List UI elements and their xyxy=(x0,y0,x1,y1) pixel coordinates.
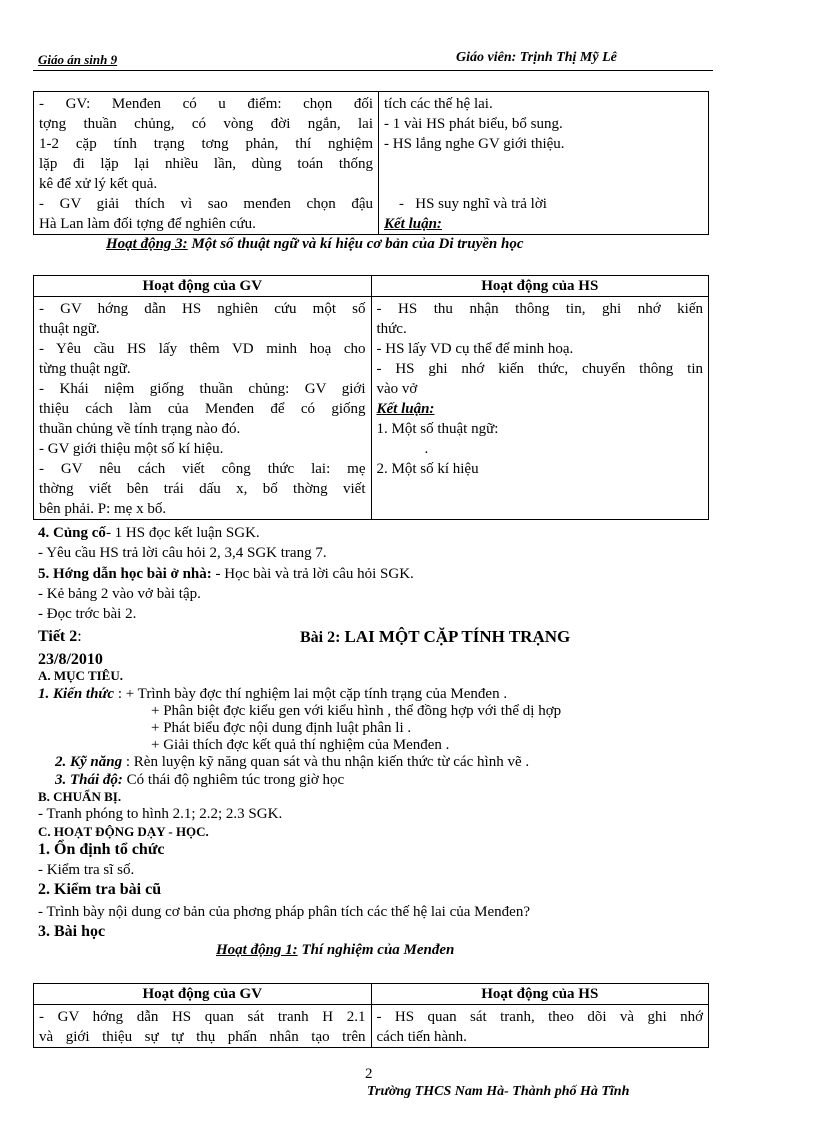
lesson-name: LAI MỘT CẶP TÍNH TRẠNG xyxy=(344,627,571,646)
text-line: - HS suy nghĩ và trả lời xyxy=(384,196,547,212)
kienthuc-label: 1. Kiến thức xyxy=(38,686,115,702)
text-line xyxy=(384,154,703,174)
hs-cell xyxy=(379,92,709,235)
section5-line2: - Kẻ bảng 2 vào vở bài tập. xyxy=(38,586,201,602)
text-line: bên phải. P: mẹ x bố. xyxy=(39,501,167,517)
header-gv: Hoạt động của GV xyxy=(34,984,372,1005)
text-line: lặp đi lặp lại nhiều lần, dùng toán thống xyxy=(39,156,373,172)
table-row xyxy=(34,297,709,520)
section4-text: - 1 HS đọc kết luận SGK. xyxy=(105,525,260,541)
hs-cell xyxy=(371,297,709,520)
activity3-label: Hoạt động 3: xyxy=(106,236,188,252)
conclusion-label: Kết luận: xyxy=(376,401,435,417)
footer-school: Trường THCS Nam Hà- Thành phố Hà Tĩnh xyxy=(367,1084,630,1099)
text-line: - HS ghi nhớ kiến thức, chuyển thông tin xyxy=(376,361,703,377)
kienthuc-item: + Giải thích đợc kết quả thí nghiệm của Menđen . xyxy=(151,737,450,753)
text-line: - GV hớng dẫn HS quan sát tranh H 2.1 xyxy=(39,1009,366,1025)
text-line: thức. xyxy=(376,321,407,337)
text-line: cách tiến hành. xyxy=(376,1029,467,1045)
s1-text: - Kiểm tra sĩ số. xyxy=(38,862,135,878)
activity1-title xyxy=(216,942,454,959)
text-line: và giới thiệu sự tự thụ phấn nhân tạo trên xyxy=(39,1029,366,1045)
lesson-title xyxy=(300,627,570,648)
text-line: . xyxy=(424,441,429,457)
text-line: từng thuật ngữ. xyxy=(39,361,131,377)
kynang-text: : Rèn luyện kỹ năng quan sát và thu nhận kiến thức từ các hình vẽ . xyxy=(122,754,530,770)
page-number: 2 xyxy=(365,1066,373,1082)
tiet-label xyxy=(38,627,82,647)
section5-line3: - Đọc trớc bài 2. xyxy=(38,606,137,622)
text-line: - GV nêu cách viết công thức lai: mẹ xyxy=(39,461,366,477)
activity3-text: Một số thuật ngữ và kí hiệu cơ bản của Di truyền học xyxy=(187,236,524,252)
prep-heading: B. CHUẨN BỊ. xyxy=(38,789,122,804)
header-teacher: Giáo viên: Trịnh Thị Mỹ Lê xyxy=(456,50,617,65)
thaido-line xyxy=(55,770,344,790)
section5-title: 5. Hớng dẫn học bài ở nhà: xyxy=(38,566,212,582)
activity1-label: Hoạt động 1: xyxy=(216,942,298,958)
prep-text: - Tranh phóng to hình 2.1; 2.2; 2.3 SGK. xyxy=(38,806,283,822)
activities-heading: C. HOẠT ĐỘNG DẠY - HỌC. xyxy=(38,824,209,839)
text-line: - GV giới thiệu một số kí hiệu. xyxy=(39,441,224,457)
thaido-text: Có thái độ nghiêm túc trong giờ học xyxy=(122,772,345,788)
table-row xyxy=(34,92,709,235)
section5-line1 xyxy=(38,564,414,584)
thaido-label: 3. Thái độ: xyxy=(55,772,123,788)
kienthuc-item: + Phát biểu đợc nội dung định luật phân li . xyxy=(151,720,412,736)
s3-title: 3. Bài học xyxy=(38,923,106,940)
header-divider xyxy=(33,70,713,71)
text-line: thiệu cách làm của Menđen để có giống xyxy=(39,401,366,417)
activity1-text: Thí nghiệm của Menđen xyxy=(297,942,455,958)
table-row xyxy=(34,1005,709,1048)
lesson-number: Bài 2: xyxy=(300,629,345,646)
section4-line1 xyxy=(38,523,260,543)
header-subject: Giáo án sinh 9 xyxy=(38,52,118,67)
text-line: 1-2 cặp tính trạng tơng phản, thí nghiệm xyxy=(39,136,373,152)
s2-text: - Trình bày nội dung cơ bản của phơng pháp phân tích các thế hệ lai của Menđen? xyxy=(38,904,530,920)
text-line: - Khái niệm giống thuần chủng: GV giới xyxy=(39,381,366,397)
gv-cell xyxy=(34,92,379,235)
text-line: vào vở xyxy=(376,381,418,397)
table-activity3 xyxy=(33,275,709,520)
activity3-title xyxy=(106,236,524,253)
kienthuc-item: + Phân biệt đợc kiểu gen với kiểu hình , thể đồng hợp với thể dị hợp xyxy=(151,703,562,719)
text-line: - 1 vài HS phát biểu, bổ sung. xyxy=(384,116,563,132)
gv-cell xyxy=(34,297,372,520)
kienthuc-item: : + Trình bày đợc thí nghiệm lai một cặp tính trạng của Menđen . xyxy=(114,686,508,702)
tiet-text: Tiết 2 xyxy=(38,628,78,645)
header-hs: Hoạt động của HS xyxy=(371,276,709,297)
text-line: thờng viết bên trái dấu x, bố thờng viết xyxy=(39,481,366,497)
text-line: - HS lấy VD cụ thể để minh hoạ. xyxy=(376,341,574,357)
text-line: - GV giải thích vì sao menđen chọn đậu xyxy=(39,196,373,212)
section5-text: - Học bài và trả lời câu hỏi SGK. xyxy=(211,566,414,582)
text-line: Hà Lan làm đối tợng để nghiên cứu. xyxy=(39,216,256,232)
text-line: - HS lắng nghe GV giới thiệu. xyxy=(384,136,565,152)
header-gv: Hoạt động của GV xyxy=(34,276,372,297)
text-line: - HS thu nhận thông tin, ghi nhớ kiến xyxy=(376,301,703,317)
text-line: - Yêu cầu HS lấy thêm VD minh hoạ cho xyxy=(39,341,366,357)
table-continuation xyxy=(33,91,709,235)
text-line: tích các thế hệ lai. xyxy=(384,96,493,112)
text-line: - GV hớng dẫn HS nghiên cứu một số xyxy=(39,301,366,317)
kynang-label: 2. Kỹ năng xyxy=(55,754,123,770)
table-header-row xyxy=(34,276,709,297)
text-line: thuật ngữ. xyxy=(39,321,100,337)
kynang-line xyxy=(55,752,529,772)
table-activity1 xyxy=(33,983,709,1048)
text-line: 2. Một số kí hiệu xyxy=(376,461,479,477)
objectives-heading: A. MỤC TIÊU. xyxy=(38,668,123,683)
text-line: tợng thuần chủng, có vòng đời ngắn, lai xyxy=(39,116,373,132)
text-line: 1. Một số thuật ngữ: xyxy=(376,421,499,437)
conclusion-label: Kết luận: xyxy=(384,216,442,232)
text-line: - HS quan sát tranh, theo dõi và ghi nhớ xyxy=(376,1009,703,1025)
hs-cell xyxy=(371,1005,709,1048)
header-hs: Hoạt động của HS xyxy=(371,984,709,1005)
gv-cell xyxy=(34,1005,372,1048)
text-line: kê để xử lý kết quả. xyxy=(39,176,158,192)
text-line: thuần chủng về tính trạng nào đó. xyxy=(39,421,241,437)
s2-title: 2. Kiểm tra bài cũ xyxy=(38,881,162,898)
tiet-colon: : xyxy=(77,628,82,645)
section4-title: 4. Củng cố xyxy=(38,525,106,541)
text-line xyxy=(384,174,703,194)
text-line: - GV: Menđen có u điểm: chọn đối xyxy=(39,96,373,112)
lesson-date: 23/8/2010 xyxy=(38,651,103,668)
table-header-row xyxy=(34,984,709,1005)
section4-line2: - Yêu cầu HS trả lời câu hỏi 2, 3,4 SGK trang 7. xyxy=(38,545,327,561)
s1-title: 1. Ổn định tổ chức xyxy=(38,841,165,858)
